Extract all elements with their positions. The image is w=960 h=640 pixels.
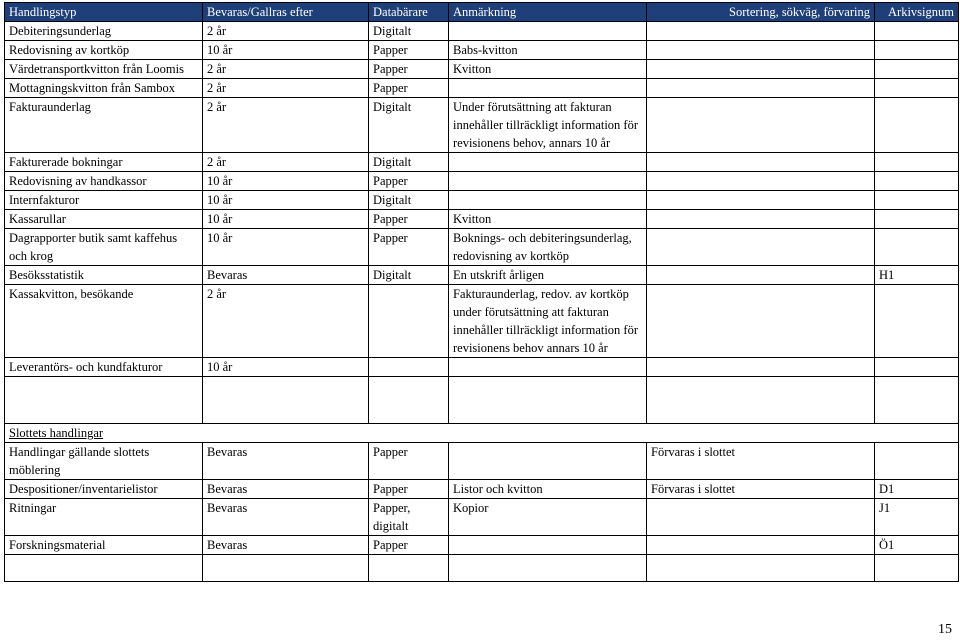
table-cell [449, 172, 647, 191]
header-anmarkning: Anmärkning [449, 3, 647, 22]
table-row [5, 41, 959, 60]
table-cell: Digitalt [369, 191, 449, 210]
table-cell [5, 377, 203, 424]
page-number: 15 [938, 622, 952, 637]
table-cell: Besöksstatistik [5, 266, 203, 285]
table-cell [875, 229, 959, 266]
table-row [5, 229, 959, 266]
table-cell: 2 år [203, 79, 369, 98]
table-cell: 2 år [203, 98, 369, 153]
table-cell: Papper [369, 210, 449, 229]
table-cell [647, 229, 875, 266]
table-cell [875, 210, 959, 229]
table-cell: Dagrapporter butik samt kaffehus och krog [5, 229, 203, 266]
table-cell [875, 98, 959, 153]
section-body [5, 377, 959, 582]
table-cell [203, 377, 369, 424]
table-cell: Papper [369, 480, 449, 499]
table-row [5, 210, 959, 229]
table-cell [449, 153, 647, 172]
section-header-row [5, 424, 959, 443]
empty-row [5, 555, 959, 582]
table-row [5, 480, 959, 499]
table-cell [449, 536, 647, 555]
table-cell [369, 358, 449, 377]
table-cell: Kvitton [449, 60, 647, 79]
table-cell: Forskningsmaterial [5, 536, 203, 555]
table-cell: Förvaras i slottet [647, 480, 875, 499]
table-cell: Bevaras [203, 480, 369, 499]
table-cell: Bevaras [203, 536, 369, 555]
table-cell: 10 år [203, 229, 369, 266]
table-cell [647, 41, 875, 60]
spacer-row [5, 377, 959, 424]
table-cell: Kassarullar [5, 210, 203, 229]
table-cell [875, 153, 959, 172]
table-cell: Papper [369, 172, 449, 191]
table-cell [647, 172, 875, 191]
table-cell: Papper [369, 536, 449, 555]
table-cell [647, 79, 875, 98]
header-arkivsignum: Arkivsignum [875, 3, 959, 22]
table-cell: Papper, digitalt [369, 499, 449, 536]
header-handlingstyp: Handlingstyp [5, 3, 203, 22]
table-cell: D1 [875, 480, 959, 499]
table-cell [875, 22, 959, 41]
table-cell: 10 år [203, 172, 369, 191]
table-cell [875, 60, 959, 79]
table-cell [449, 22, 647, 41]
table-cell: Redovisning av handkassor [5, 172, 203, 191]
table-cell [875, 443, 959, 480]
table-cell: H1 [875, 266, 959, 285]
table-cell [875, 79, 959, 98]
table-cell: J1 [875, 499, 959, 536]
table-cell [875, 358, 959, 377]
table-cell [647, 153, 875, 172]
header-bevaras-gallras: Bevaras/Gallras efter [203, 3, 369, 22]
table-cell [875, 377, 959, 424]
table-row [5, 79, 959, 98]
table-cell [875, 191, 959, 210]
table-cell: Bevaras [203, 443, 369, 480]
header-sortering: Sortering, sökväg, förvaring [647, 3, 875, 22]
table-cell [647, 555, 875, 582]
table-row [5, 172, 959, 191]
table-cell: Ö1 [875, 536, 959, 555]
table-cell [647, 98, 875, 153]
table-cell: En utskrift årligen [449, 266, 647, 285]
table-cell [647, 266, 875, 285]
table-cell: Leverantörs- och kundfakturor [5, 358, 203, 377]
header-databarare: Databärare [369, 3, 449, 22]
table-cell: Handlingar gällande slottets möblering [5, 443, 203, 480]
section-title: Slottets handlingar [5, 424, 959, 443]
table-cell: Fakturaunderlag, redov. av kortköp under förutsättning att fakturan innehåller tillräckligt information för revisionens behov annars 10 år [449, 285, 647, 358]
table-cell: Förvaras i slottet [647, 443, 875, 480]
table-cell: Boknings- och debiteringsunderlag, redovisning av kortköp [449, 229, 647, 266]
table-cell: 2 år [203, 285, 369, 358]
table-cell [449, 191, 647, 210]
table-cell: Papper [369, 41, 449, 60]
table-cell [647, 358, 875, 377]
table-cell: Internfakturor [5, 191, 203, 210]
table-cell [449, 443, 647, 480]
table-cell: Papper [369, 60, 449, 79]
table-cell: 2 år [203, 60, 369, 79]
header-row [5, 3, 959, 22]
table-cell [203, 555, 369, 582]
table-cell [647, 536, 875, 555]
table-cell: Digitalt [369, 22, 449, 41]
table-cell [449, 358, 647, 377]
table-cell: Bevaras [203, 266, 369, 285]
table-cell [449, 377, 647, 424]
table-cell [647, 60, 875, 79]
table-cell: Fakturaunderlag [5, 98, 203, 153]
table-cell: Värdetransportkvitton från Loomis [5, 60, 203, 79]
table-cell: 10 år [203, 191, 369, 210]
table-cell [369, 377, 449, 424]
table-cell: 2 år [203, 22, 369, 41]
table-row [5, 443, 959, 480]
table-row [5, 536, 959, 555]
table-row [5, 22, 959, 41]
table-cell: Mottagningskvitton från Sambox [5, 79, 203, 98]
table-row [5, 285, 959, 358]
table-body [5, 22, 959, 377]
table-cell: Fakturerade bokningar [5, 153, 203, 172]
table-cell [875, 555, 959, 582]
table-cell: Digitalt [369, 266, 449, 285]
table-row [5, 191, 959, 210]
table-cell: Babs-kvitton [449, 41, 647, 60]
table-cell [875, 172, 959, 191]
table-cell [5, 555, 203, 582]
table-cell: Ritningar [5, 499, 203, 536]
table-cell [875, 41, 959, 60]
table-cell: Papper [369, 79, 449, 98]
table-row [5, 98, 959, 153]
table-cell [647, 22, 875, 41]
table-cell [647, 377, 875, 424]
table-cell [449, 555, 647, 582]
table-cell [449, 79, 647, 98]
table-cell: Digitalt [369, 98, 449, 153]
table-cell [875, 285, 959, 358]
table-cell [369, 285, 449, 358]
table-row [5, 153, 959, 172]
table-cell: Listor och kvitton [449, 480, 647, 499]
table-cell: Kopior [449, 499, 647, 536]
retention-table [4, 2, 959, 582]
table-row [5, 60, 959, 79]
table-cell [369, 555, 449, 582]
table-cell [647, 191, 875, 210]
table-cell: Kassakvitton, besökande [5, 285, 203, 358]
table-cell: Papper [369, 229, 449, 266]
table-row [5, 358, 959, 377]
table-row [5, 266, 959, 285]
table-cell: Bevaras [203, 499, 369, 536]
table-cell: Kvitton [449, 210, 647, 229]
table-cell: 10 år [203, 41, 369, 60]
table-cell: 10 år [203, 210, 369, 229]
table-cell: Digitalt [369, 153, 449, 172]
table-cell: 2 år [203, 153, 369, 172]
table-cell: Redovisning av kortköp [5, 41, 203, 60]
table-cell: Under förutsättning att fakturan innehåller tillräckligt information för revisionens behov, annars 10 år [449, 98, 647, 153]
table-cell: Despositioner/inventarielistor [5, 480, 203, 499]
table-cell: Papper [369, 443, 449, 480]
table-row [5, 499, 959, 536]
table-cell: 10 år [203, 358, 369, 377]
table-cell [647, 285, 875, 358]
table-cell [647, 499, 875, 536]
table-cell [647, 210, 875, 229]
table-cell: Debiteringsunderlag [5, 22, 203, 41]
